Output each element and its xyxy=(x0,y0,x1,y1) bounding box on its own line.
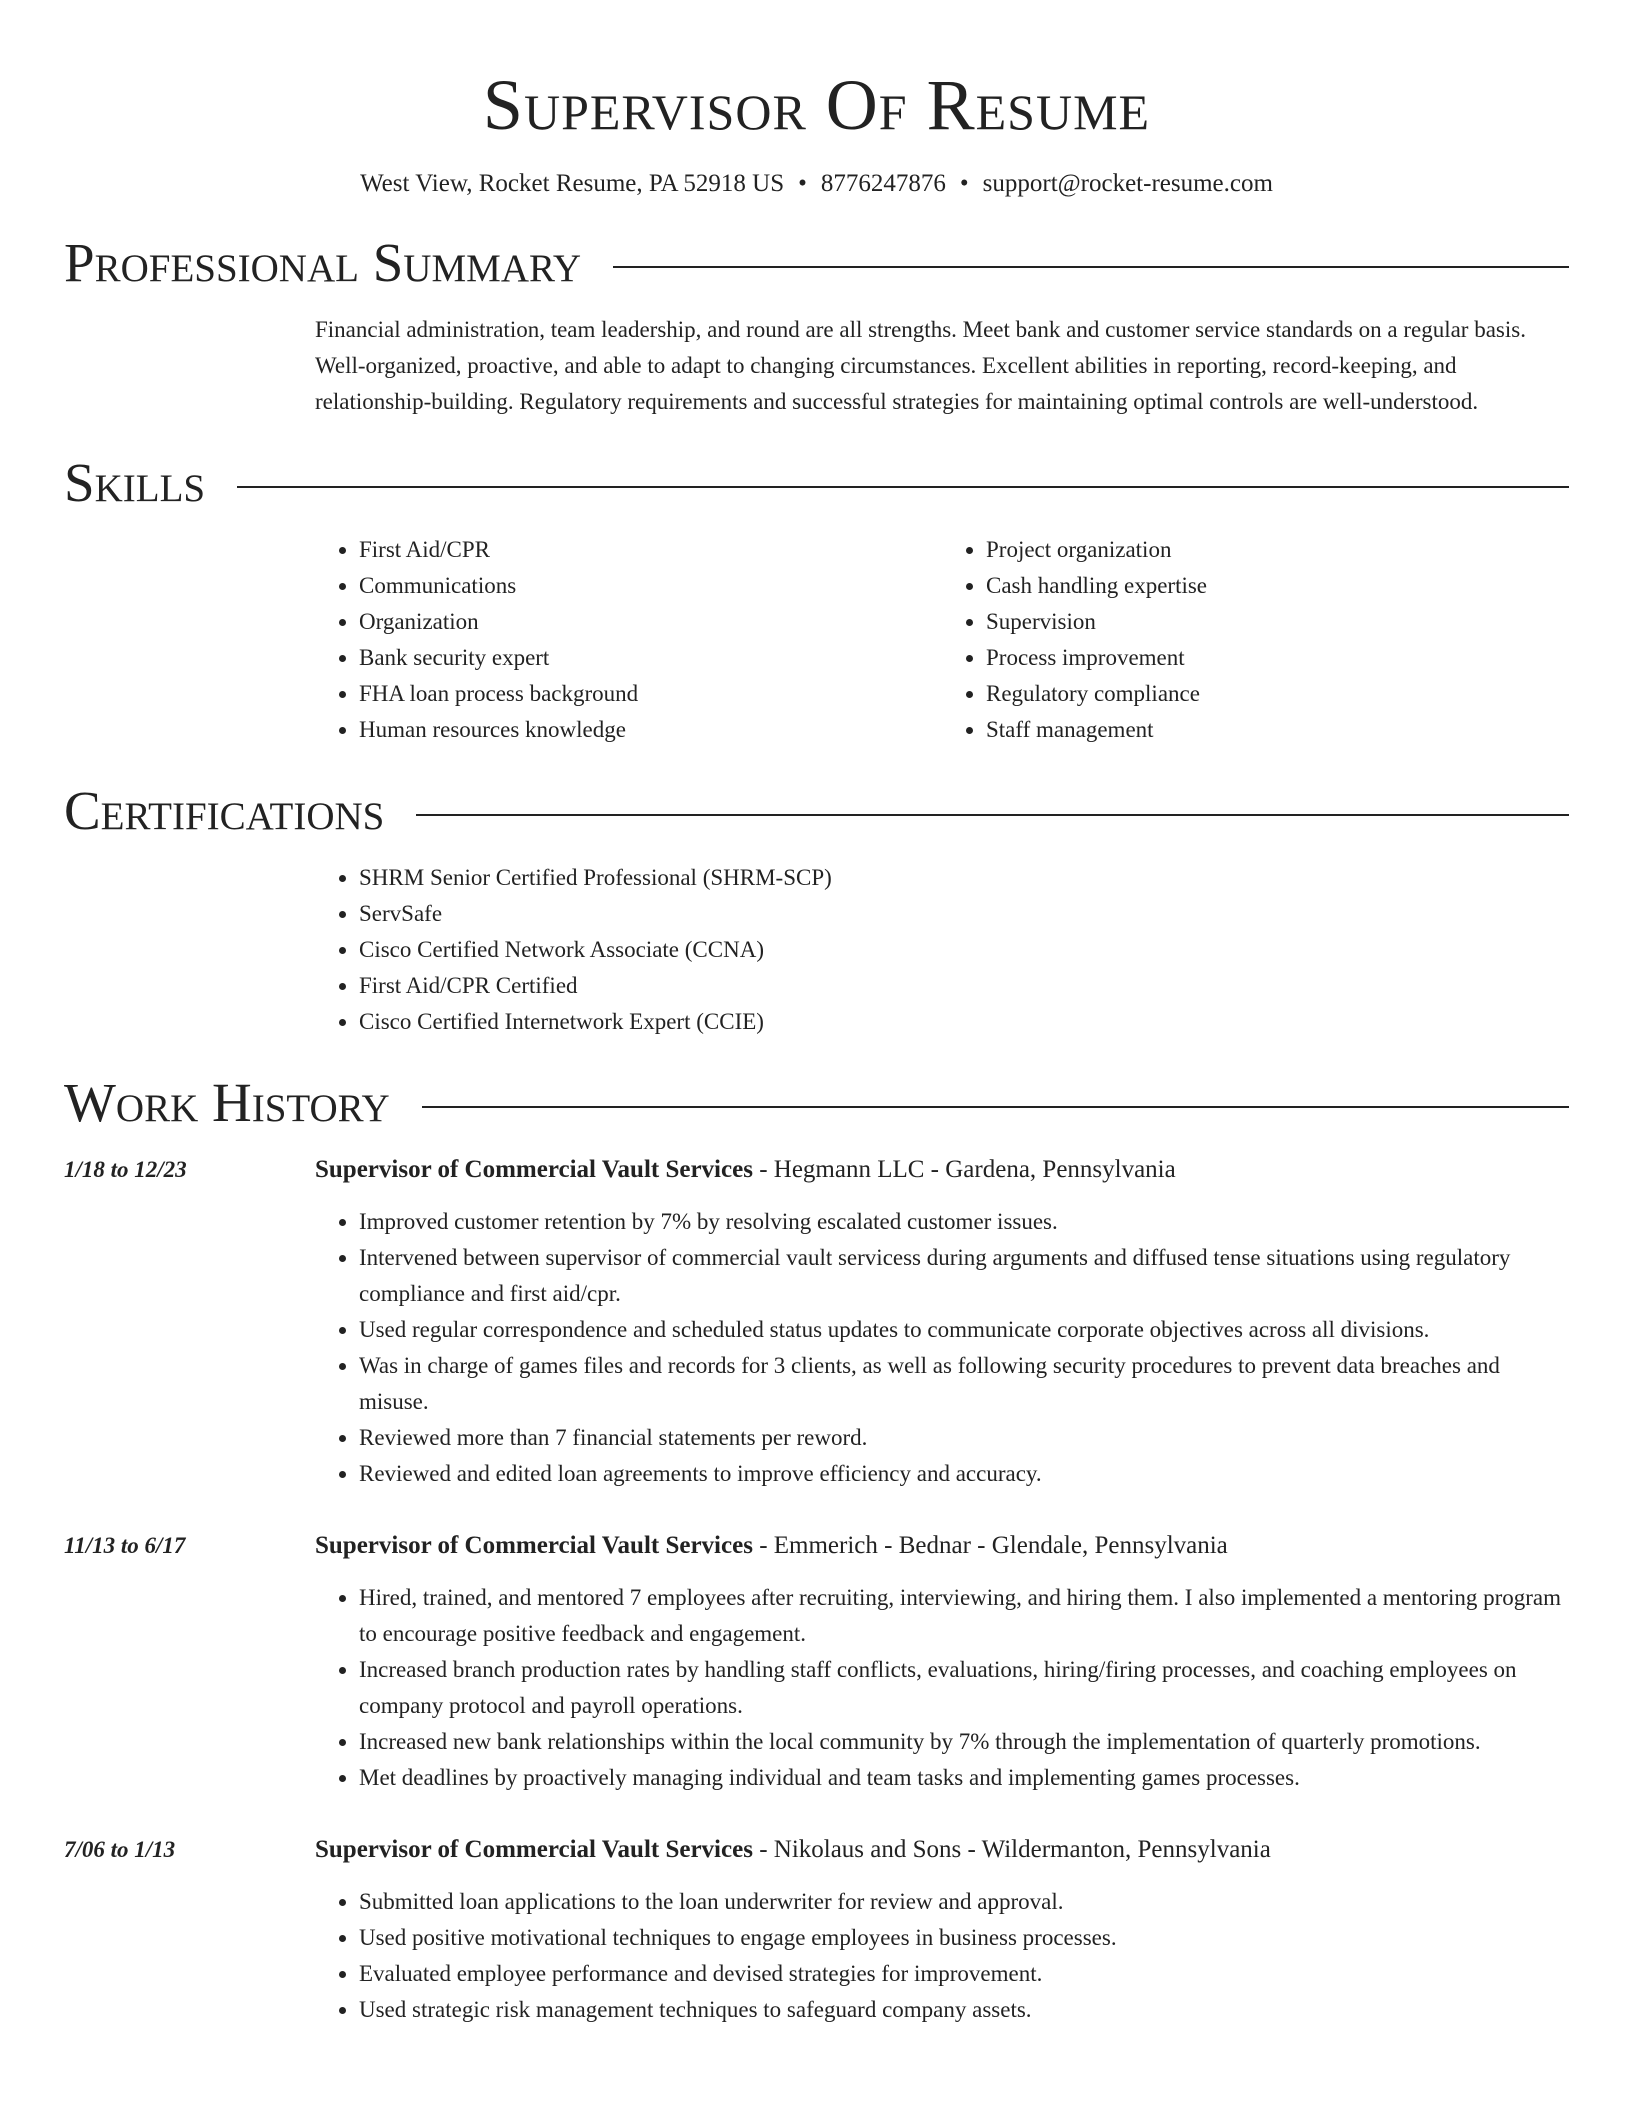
job-bullet: • Reviewed and edited loan agreements to improve efficiency and accuracy. xyxy=(359,1456,1569,1492)
contact-separator: • xyxy=(798,170,807,197)
skill-item: • First Aid/CPR xyxy=(359,532,942,568)
job-bullet: • Used strategic risk management techniques to safeguard company assets. xyxy=(359,1992,1569,2028)
job-entry xyxy=(64,1152,1569,1492)
job-bullets xyxy=(315,1204,1569,1492)
certifications-section-header xyxy=(64,780,1569,842)
job-bullet: • Submitted loan applications to the loan underwriter for review and approval. xyxy=(359,1884,1569,1920)
skill-item: • FHA loan process background xyxy=(359,676,942,712)
skill-item: • Regulatory compliance xyxy=(986,676,1569,712)
skill-item: • Supervision xyxy=(986,604,1569,640)
job-bullet: • Increased branch production rates by handling staff conflicts, evaluations, hiring/firing processes, and coaching employees on company protocol and payroll operations. xyxy=(359,1652,1569,1724)
job-company-location: - Hegmann LLC - Gardena, Pennsylvania xyxy=(752,1156,1176,1183)
job-title: Supervisor of Commercial Vault Services xyxy=(315,1156,753,1183)
section-divider xyxy=(422,1106,1569,1108)
job-bullets xyxy=(315,1884,1569,2028)
skill-item: • Bank security expert xyxy=(359,640,942,676)
job-bullet: • Was in charge of games files and records for 3 clients, as well as following security procedures to prevent data breaches and misuse. xyxy=(359,1348,1569,1420)
summary-heading: Professional Summary xyxy=(64,232,582,293)
job-body xyxy=(315,1528,1569,1796)
job-bullet: • Used positive motivational techniques to engage employees in business processes. xyxy=(359,1920,1569,1956)
skill-item: • Communications xyxy=(359,568,942,604)
work-history-list xyxy=(64,1152,1569,2028)
section-divider xyxy=(237,486,1569,488)
certifications-heading: Certifications xyxy=(64,780,385,841)
skills-heading: Skills xyxy=(64,452,206,513)
job-bullet: • Evaluated employee performance and devised strategies for improvement. xyxy=(359,1956,1569,1992)
work-history-section-header xyxy=(64,1072,1569,1134)
skill-item: • Organization xyxy=(359,604,942,640)
job-title: Supervisor of Commercial Vault Services xyxy=(315,1532,753,1559)
job-body xyxy=(315,1832,1569,2028)
job-entry xyxy=(64,1528,1569,1796)
job-bullet: • Met deadlines by proactively managing individual and team tasks and implementing games processes. xyxy=(359,1760,1569,1796)
job-title: Supervisor of Commercial Vault Services xyxy=(315,1836,753,1863)
job-body xyxy=(315,1152,1569,1492)
skill-item: • Human resources knowledge xyxy=(359,712,942,748)
summary-section-header xyxy=(64,232,1569,294)
job-dates: 1/18 to 12/23 xyxy=(64,1157,187,1182)
section-divider xyxy=(613,266,1569,268)
skills-column-right xyxy=(942,532,1569,748)
skill-item: • Cash handling expertise xyxy=(986,568,1569,604)
skills-section-header xyxy=(64,452,1569,514)
job-bullet: • Hired, trained, and mentored 7 employees after recruiting, interviewing, and hiring them. I also implemented a mentoring program to encourage positive feedback and engagement. xyxy=(359,1580,1569,1652)
contact-phone: 8776247876 xyxy=(820,170,946,197)
certification-item: • ServSafe xyxy=(359,896,1569,932)
job-bullet: • Used regular correspondence and scheduled status updates to communicate corporate objectives across all divisions. xyxy=(359,1312,1569,1348)
summary-text: Financial administration, team leadership, and round are all strengths. Meet bank and customer service standards on a regular basis. Well-organized, proactive, and able to adapt to changing circumstances. Excellent abilities in reporting, record-keeping, and relationship-building. Regulatory requirements and successful strategies for maintaining optimal controls are well-understood. xyxy=(315,317,1526,414)
section-divider xyxy=(416,814,1569,816)
certification-item: • SHRM Senior Certified Professional (SHRM-SCP) xyxy=(359,860,1569,896)
certifications-bullets xyxy=(315,860,1569,1040)
job-bullets xyxy=(315,1580,1569,1796)
job-title-line xyxy=(315,1528,1569,1564)
certification-item: • Cisco Certified Network Associate (CCNA) xyxy=(359,932,1569,968)
job-title-line xyxy=(315,1832,1569,1868)
contact-separator: • xyxy=(959,170,969,197)
certifications-list xyxy=(315,860,1569,1040)
skills-column-left xyxy=(315,532,942,748)
skills-list xyxy=(315,532,1569,748)
job-dates: 11/13 to 6/17 xyxy=(64,1533,186,1558)
certification-item: • First Aid/CPR Certified xyxy=(359,968,1569,1004)
job-company-location: - Nikolaus and Sons - Wildermanton, Pennsylvania xyxy=(752,1836,1271,1863)
certification-item: • Cisco Certified Internetwork Expert (CCIE) xyxy=(359,1004,1569,1040)
job-bullet: • Intervened between supervisor of commercial vault servicess during arguments and diffused tense situations using regulatory compliance and first aid/cpr. xyxy=(359,1240,1569,1312)
job-bullet: • Increased new bank relationships within the local community by 7% through the implementation of quarterly promotions. xyxy=(359,1724,1569,1760)
job-company-location: - Emmerich - Bednar - Glendale, Pennsylvania xyxy=(752,1532,1228,1559)
job-dates: 7/06 to 1/13 xyxy=(64,1837,176,1862)
work-history-heading: Work History xyxy=(64,1072,390,1133)
job-title-line xyxy=(315,1152,1569,1188)
contact-address: West View, Rocket Resume, PA 52918 US xyxy=(360,170,785,197)
resume-page xyxy=(64,0,1569,2028)
job-entry xyxy=(64,1832,1569,2028)
skill-item: • Project organization xyxy=(986,532,1569,568)
skill-item: • Staff management xyxy=(986,712,1569,748)
resume-name: Supervisor Of Resume xyxy=(482,65,1151,145)
job-bullet: • Reviewed more than 7 financial statements per reword. xyxy=(359,1420,1569,1456)
skill-item: • Process improvement xyxy=(986,640,1569,676)
job-bullet: • Improved customer retention by 7% by resolving escalated customer issues. xyxy=(359,1204,1569,1240)
contact-line xyxy=(64,168,1569,200)
contact-email: support@rocket-resume.com xyxy=(982,170,1273,197)
